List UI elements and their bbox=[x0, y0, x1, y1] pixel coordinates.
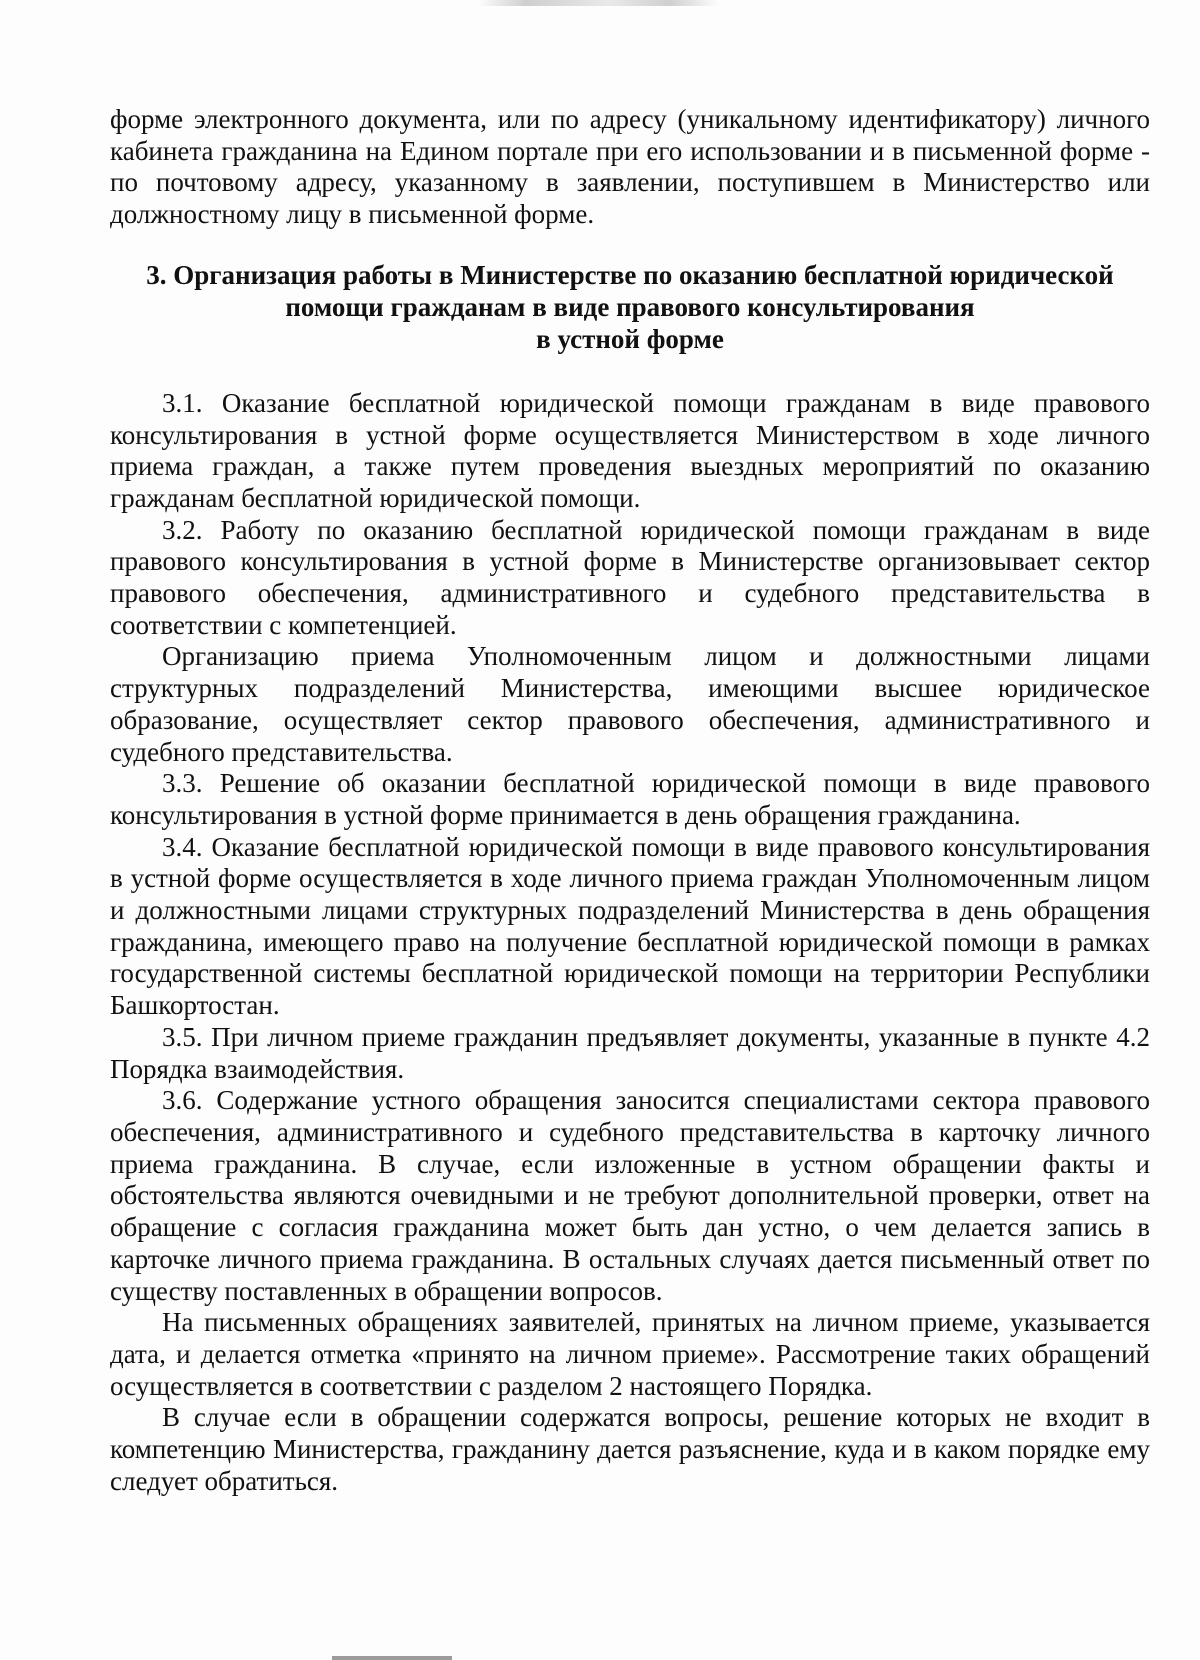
section-heading bbox=[110, 259, 1150, 355]
paragraph-3-1: 3.1. Оказание бесплатной юридической помощи гражданам в виде правового консультирования в устной форме осуществляется Министерством в ходе личного приема граждан, а также путем проведения выездных мероприятий по оказанию гражданам бесплатной юридической помощи. bbox=[110, 387, 1150, 513]
section-heading-line-1: 3. Организация работы в Министерстве по оказанию бесплатной юридической bbox=[146, 259, 1114, 290]
paragraph-competence: В случае если в обращении содержатся вопросы, решение которых не входит в компетенцию Министерства, гражданину дается разъяснение, куда и в каком порядке ему следует обратиться. bbox=[110, 1402, 1150, 1496]
paragraph-3-3: 3.3. Решение об оказании бесплатной юридической помощи в виде правового консультирования в устной форме принимается в день обращения гражданина. bbox=[110, 768, 1150, 830]
document-body bbox=[110, 104, 1150, 1497]
scan-artifact-bottom bbox=[332, 1656, 452, 1660]
section-heading-line-3: в устной форме bbox=[536, 323, 724, 354]
paragraph-3-4: 3.4. Оказание бесплатной юридической помощи в виде правового консультирования в устной форме осуществляется в ходе личного приема граждан Уполномоченным лицом и должностными лицами структурных подразделений Министерства в день обращения гражданина, имеющего право на получение бесплатной юридической помощи в рамках государственной системы бесплатной юридической помощи на территории Республики Башкортостан. bbox=[110, 831, 1150, 1021]
intro-paragraph: форме электронного документа, или по адресу (уникальному идентификатору) личного кабинета гражданина на Едином портале при его использовании и в письменной форме - по почтовому адресу, указанному в заявлении, поступившем в Министерство или должностному лицу в письменной форме. bbox=[110, 104, 1150, 230]
paragraph-3-6: 3.6. Содержание устного обращения заносится специалистами сектора правового обеспечения, административного и судебного представительства в карточку личного приема гражданина. В случае, если изложенные в устном обращении факты и обстоятельства являются очевидными и не требуют дополнительной проверки, ответ на обращение с согласия гражданина может быть дан устно, о чем делается запись в карточке личного приема гражданина. В остальных случаях дается письменный ответ по существу поставленных в обращении вопросов. bbox=[110, 1085, 1150, 1306]
paragraph-3-2: 3.2. Работу по оказанию бесплатной юридической помощи гражданам в виде правового консультирования в устной форме в Министерстве организовывает сектор правового обеспечения, административного и судебного представительства в соответствии с компетенцией. bbox=[110, 514, 1150, 640]
scan-artifact-top bbox=[478, 0, 718, 6]
paragraph-3-5: 3.5. При личном приеме гражданин предъявляет документы, указанные в пункте 4.2 Порядка взаимодействия. bbox=[110, 1021, 1150, 1084]
paragraph-3-2-organization: Организацию приема Уполномоченным лицом и должностными лицами структурных подразделений Министерства, имеющими высшее юридическое образование, осуществляет сектор правового обеспечения, административного и судебного представительства. bbox=[110, 641, 1150, 767]
section-heading-line-2: помощи гражданам в виде правового консультирования bbox=[285, 291, 975, 322]
paragraph-written-appeals: На письменных обращениях заявителей, принятых на личном приеме, указывается дата, и делается отметка «принято на личном приеме». Рассмотрение таких обращений осуществляется в соответствии с разделом 2 настоящего Порядка. bbox=[110, 1307, 1150, 1401]
